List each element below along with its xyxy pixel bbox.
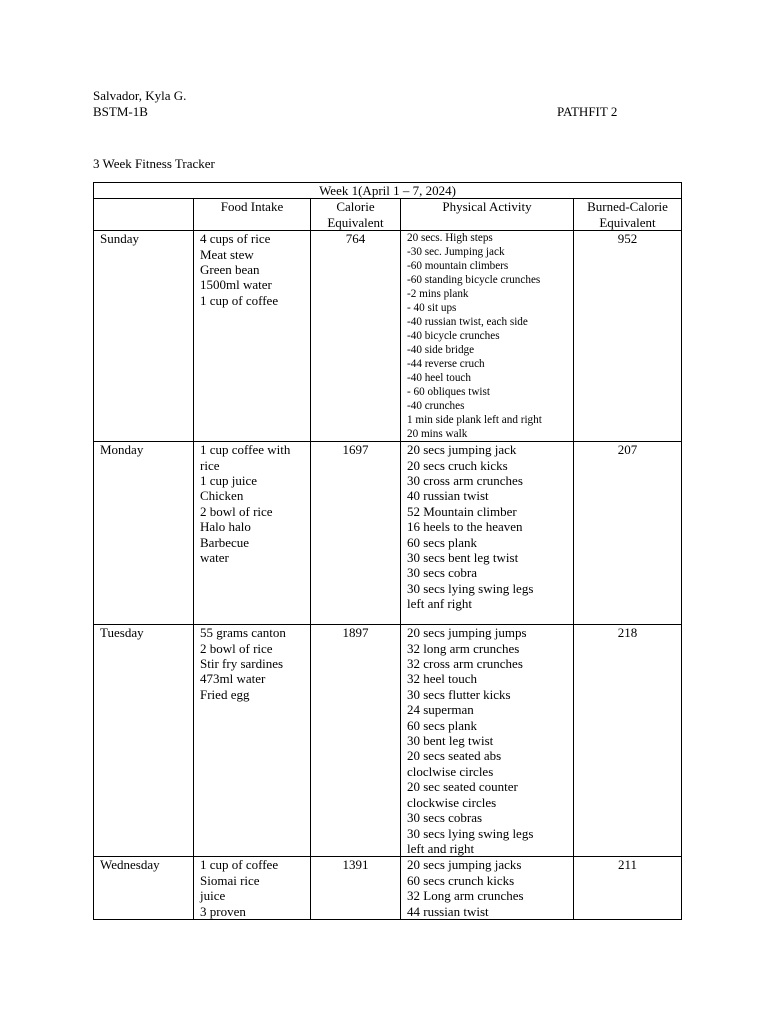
activity-item: - 60 obliques twist bbox=[407, 386, 490, 399]
week-title-row bbox=[94, 183, 682, 199]
activity-item: -40 bicycle crunches bbox=[407, 330, 500, 343]
food-item: 2 bowl of rice bbox=[200, 503, 273, 519]
activity-item: 24 superman bbox=[407, 702, 474, 718]
activity-item: 60 secs crunch kicks bbox=[407, 872, 515, 888]
activity-item: left and right bbox=[407, 840, 475, 856]
food-item: 3 proven bbox=[200, 903, 246, 919]
column-header-row bbox=[94, 199, 682, 231]
day-column-header bbox=[94, 199, 194, 231]
table-row bbox=[94, 625, 682, 857]
activity-item: 30 secs bent leg twist bbox=[407, 550, 519, 566]
day-cell: Tuesday bbox=[94, 625, 194, 857]
week-title: Week 1(April 1 – 7, 2024) bbox=[94, 183, 682, 199]
activity-item: -30 sec. Jumping jack bbox=[407, 246, 505, 259]
activity-item: 44 russian twist bbox=[407, 903, 489, 919]
food-item: 55 grams canton bbox=[200, 625, 286, 641]
activity-item: -60 mountain climbers bbox=[407, 260, 509, 273]
table-row bbox=[94, 857, 682, 920]
activity-item: 1 min side plank left and right bbox=[407, 414, 542, 427]
activity-cell bbox=[401, 625, 574, 857]
activity-item: 30 secs lying swing legs bbox=[407, 825, 534, 841]
food-cell bbox=[194, 857, 311, 920]
activity-item: 30 bent leg twist bbox=[407, 733, 494, 749]
calories-cell: 1391 bbox=[311, 857, 401, 920]
food-intake-header: Food Intake bbox=[194, 199, 311, 231]
calories-cell: 764 bbox=[311, 231, 401, 442]
activity-item: 60 secs plank bbox=[407, 534, 478, 550]
calories-cell: 1897 bbox=[311, 625, 401, 857]
food-item: Barbecue bbox=[200, 534, 250, 550]
day-cell: Monday bbox=[94, 442, 194, 625]
fitness-tracker-table bbox=[93, 182, 682, 920]
burned-calorie-header: Burned-Calorie Equivalent bbox=[574, 199, 682, 231]
activity-item: 20 secs jumping jumps bbox=[407, 625, 527, 641]
food-item: 1 cup of coffee bbox=[200, 292, 279, 308]
food-cell bbox=[194, 231, 311, 442]
activity-item: -40 side bridge bbox=[407, 344, 475, 357]
burned-cell: 952 bbox=[574, 231, 682, 442]
activity-item: 32 Long arm crunches bbox=[407, 888, 524, 904]
activity-item: -40 heel touch bbox=[407, 372, 471, 385]
food-item: 1 cup coffee with bbox=[200, 442, 291, 458]
activity-item: 20 secs. High steps bbox=[407, 232, 493, 245]
activity-item: 30 cross arm crunches bbox=[407, 473, 523, 489]
activity-item: -60 standing bicycle crunches bbox=[407, 274, 541, 287]
activity-item: 20 secs cruch kicks bbox=[407, 457, 508, 473]
food-item: rice bbox=[200, 457, 220, 473]
burned-cell: 218 bbox=[574, 625, 682, 857]
course-code: PATHFIT 2 bbox=[557, 104, 618, 119]
activity-item: left anf right bbox=[407, 596, 472, 612]
food-item: Chicken bbox=[200, 488, 244, 504]
food-cell bbox=[194, 442, 311, 625]
activity-cell bbox=[401, 442, 574, 625]
food-item: Siomai rice bbox=[200, 872, 260, 888]
activity-item: 20 sec seated counter bbox=[407, 779, 518, 795]
calorie-equivalent-header: Calorie Equivalent bbox=[311, 199, 401, 231]
day-cell: Sunday bbox=[94, 231, 194, 442]
food-cell bbox=[194, 625, 311, 857]
burned-cell: 207 bbox=[574, 442, 682, 625]
student-section: BSTM-1B bbox=[93, 104, 148, 119]
activity-cell bbox=[401, 857, 574, 920]
food-item: 4 cups of rice bbox=[200, 231, 271, 247]
activity-item: 30 secs lying swing legs bbox=[407, 580, 534, 596]
physical-activity-header: Physical Activity bbox=[401, 199, 574, 231]
activity-item: 20 secs seated abs bbox=[407, 748, 502, 764]
activity-item: 30 secs cobra bbox=[407, 565, 478, 581]
activity-item: 20 secs jumping jacks bbox=[407, 857, 522, 873]
activity-item: 40 russian twist bbox=[407, 488, 489, 504]
activity-item: -40 russian twist, each side bbox=[407, 316, 528, 329]
food-item: 473ml water bbox=[200, 671, 266, 687]
activity-item: -2 mins plank bbox=[407, 288, 469, 301]
food-item: 1 cup juice bbox=[200, 473, 258, 489]
table-row bbox=[94, 231, 682, 442]
activity-item: clockwise circles bbox=[407, 794, 497, 810]
activity-item: 32 heel touch bbox=[407, 671, 478, 687]
activity-item: 20 secs jumping jack bbox=[407, 442, 517, 458]
activity-item: 30 secs cobras bbox=[407, 810, 483, 826]
activity-item: 32 cross arm crunches bbox=[407, 656, 523, 672]
activity-item: 32 long arm crunches bbox=[407, 640, 520, 656]
food-item: Meat stew bbox=[200, 246, 254, 262]
food-item: 2 bowl of rice bbox=[200, 640, 273, 656]
food-item: Stir fry sardines bbox=[200, 656, 284, 672]
activity-item: 16 heels to the heaven bbox=[407, 519, 523, 535]
food-item: 1 cup of coffee bbox=[200, 857, 279, 873]
table-row bbox=[94, 442, 682, 625]
food-item: Fried egg bbox=[200, 686, 250, 702]
activity-item: -44 reverse cruch bbox=[407, 358, 485, 371]
food-item: juice bbox=[200, 888, 226, 904]
food-item: 1500ml water bbox=[200, 277, 272, 293]
food-item: Halo halo bbox=[200, 519, 251, 535]
student-name: Salvador, Kyla G. bbox=[93, 88, 187, 103]
activity-item: - 40 sit ups bbox=[407, 302, 457, 315]
day-cell: Wednesday bbox=[94, 857, 194, 920]
activity-item: -40 crunches bbox=[407, 400, 465, 413]
activity-item: 52 Mountain climber bbox=[407, 503, 517, 519]
activity-item: cloclwise circles bbox=[407, 763, 494, 779]
document-title: 3 Week Fitness Tracker bbox=[93, 156, 215, 171]
activity-item: 60 secs plank bbox=[407, 717, 478, 733]
food-item: Green bean bbox=[200, 262, 260, 278]
food-item: water bbox=[200, 550, 229, 566]
calories-cell: 1697 bbox=[311, 442, 401, 625]
burned-cell: 211 bbox=[574, 857, 682, 920]
activity-item: 20 mins walk bbox=[407, 428, 468, 441]
activity-cell bbox=[401, 231, 574, 442]
activity-item: 30 secs flutter kicks bbox=[407, 686, 511, 702]
